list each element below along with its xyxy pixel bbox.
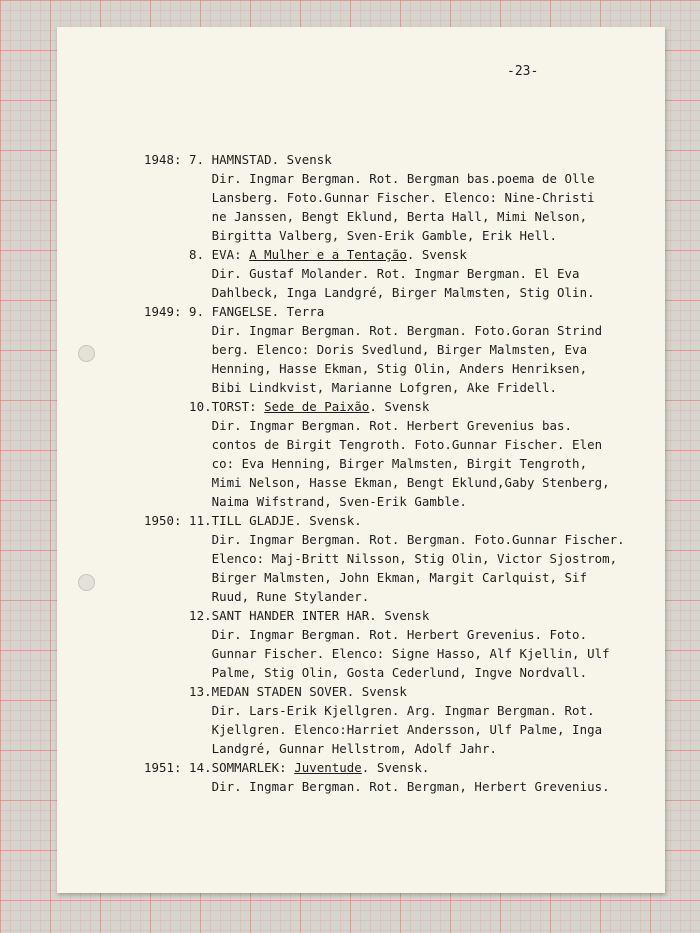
- text-line: Dir. Ingmar Bergman. Rot. Bergman bas.poema de Olle: [144, 171, 595, 186]
- underlined-title: Sede de Paixão: [264, 399, 370, 414]
- entry-heading: 8. EVA: A Mulher e a Tentação. Svensk: [144, 247, 467, 262]
- text-line: Landgré, Gunnar Hellstrom, Adolf Jahr.: [144, 741, 497, 756]
- text-line: Kjellgren. Elenco:Harriet Andersson, Ulf Palme, Inga: [144, 722, 603, 737]
- text-line: Dir. Ingmar Bergman. Rot. Bergman, Herbert Grevenius.: [144, 779, 610, 794]
- punch-hole: [78, 574, 95, 591]
- text-line: 12.SANT HANDER INTER HAR. Svensk: [144, 608, 430, 623]
- text-line: Dir. Ingmar Bergman. Rot. Herbert Grevenius. Foto.: [144, 627, 588, 642]
- text-line: co: Eva Henning, Birger Malmsten, Birgit Tengroth,: [144, 456, 588, 471]
- text-line: Mimi Nelson, Hasse Ekman, Bengt Eklund,Gaby Stenberg,: [144, 475, 610, 490]
- text-line: Dir. Ingmar Bergman. Rot. Bergman. Foto.Gunnar Fischer.: [144, 532, 625, 547]
- text-line: Dir. Ingmar Bergman. Rot. Bergman. Foto.Goran Strind: [144, 323, 603, 338]
- entry-heading: 10.TORST: Sede de Paixão. Svensk: [144, 399, 430, 414]
- text-line: Gunnar Fischer. Elenco: Signe Hasso, Alf Kjellin, Ulf: [144, 646, 610, 661]
- text-line: 13.MEDAN STADEN SOVER. Svensk: [144, 684, 407, 699]
- text-line: 1948: 7. HAMNSTAD. Svensk: [144, 152, 332, 167]
- text-line: Naima Wifstrand, Sven-Erik Gamble.: [144, 494, 467, 509]
- text-line: Dir. Ingmar Bergman. Rot. Herbert Grevenius bas.: [144, 418, 573, 433]
- text-line: Birger Malmsten, John Ekman, Margit Carlquist, Sif: [144, 570, 588, 585]
- text-line: Lansberg. Foto.Gunnar Fischer. Elenco: Nine-Christi: [144, 190, 595, 205]
- text-line: contos de Birgit Tengroth. Foto.Gunnar Fischer. Elen: [144, 437, 603, 452]
- underlined-title: Juventude: [294, 760, 362, 775]
- text-line: 1950: 11.TILL GLADJE. Svensk.: [144, 513, 362, 528]
- text-line: 1949: 9. FANGELSE. Terra: [144, 304, 325, 319]
- text-line: Dir. Gustaf Molander. Rot. Ingmar Bergman. El Eva: [144, 266, 580, 281]
- text-line: Bibi Lindkvist, Marianne Lofgren, Ake Fridell.: [144, 380, 558, 395]
- page-number: -23-: [507, 64, 539, 79]
- text-line: Dir. Lars-Erik Kjellgren. Arg. Ingmar Bergman. Rot.: [144, 703, 595, 718]
- entry-heading: 1951: 14.SOMMARLEK: Juventude. Svensk.: [144, 760, 430, 775]
- text-line: Henning, Hasse Ekman, Stig Olin, Anders Henriksen,: [144, 361, 588, 376]
- text-line: Ruud, Rune Stylander.: [144, 589, 370, 604]
- text-line: Birgitta Valberg, Sven-Erik Gamble, Erik Hell.: [144, 228, 558, 243]
- text-line: ne Janssen, Bengt Eklund, Berta Hall, Mimi Nelson,: [144, 209, 588, 224]
- text-line: Elenco: Maj-Britt Nilsson, Stig Olin, Victor Sjostrom,: [144, 551, 618, 566]
- text-line: Palme, Stig Olin, Gosta Cederlund, Ingve Nordvall.: [144, 665, 588, 680]
- underlined-title: A Mulher e a Tentação: [249, 247, 407, 262]
- text-line: berg. Elenco: Doris Svedlund, Birger Malmsten, Eva: [144, 342, 588, 357]
- text-line: Dahlbeck, Inga Landgré, Birger Malmsten, Stig Olin.: [144, 285, 595, 300]
- punch-hole: [78, 345, 95, 362]
